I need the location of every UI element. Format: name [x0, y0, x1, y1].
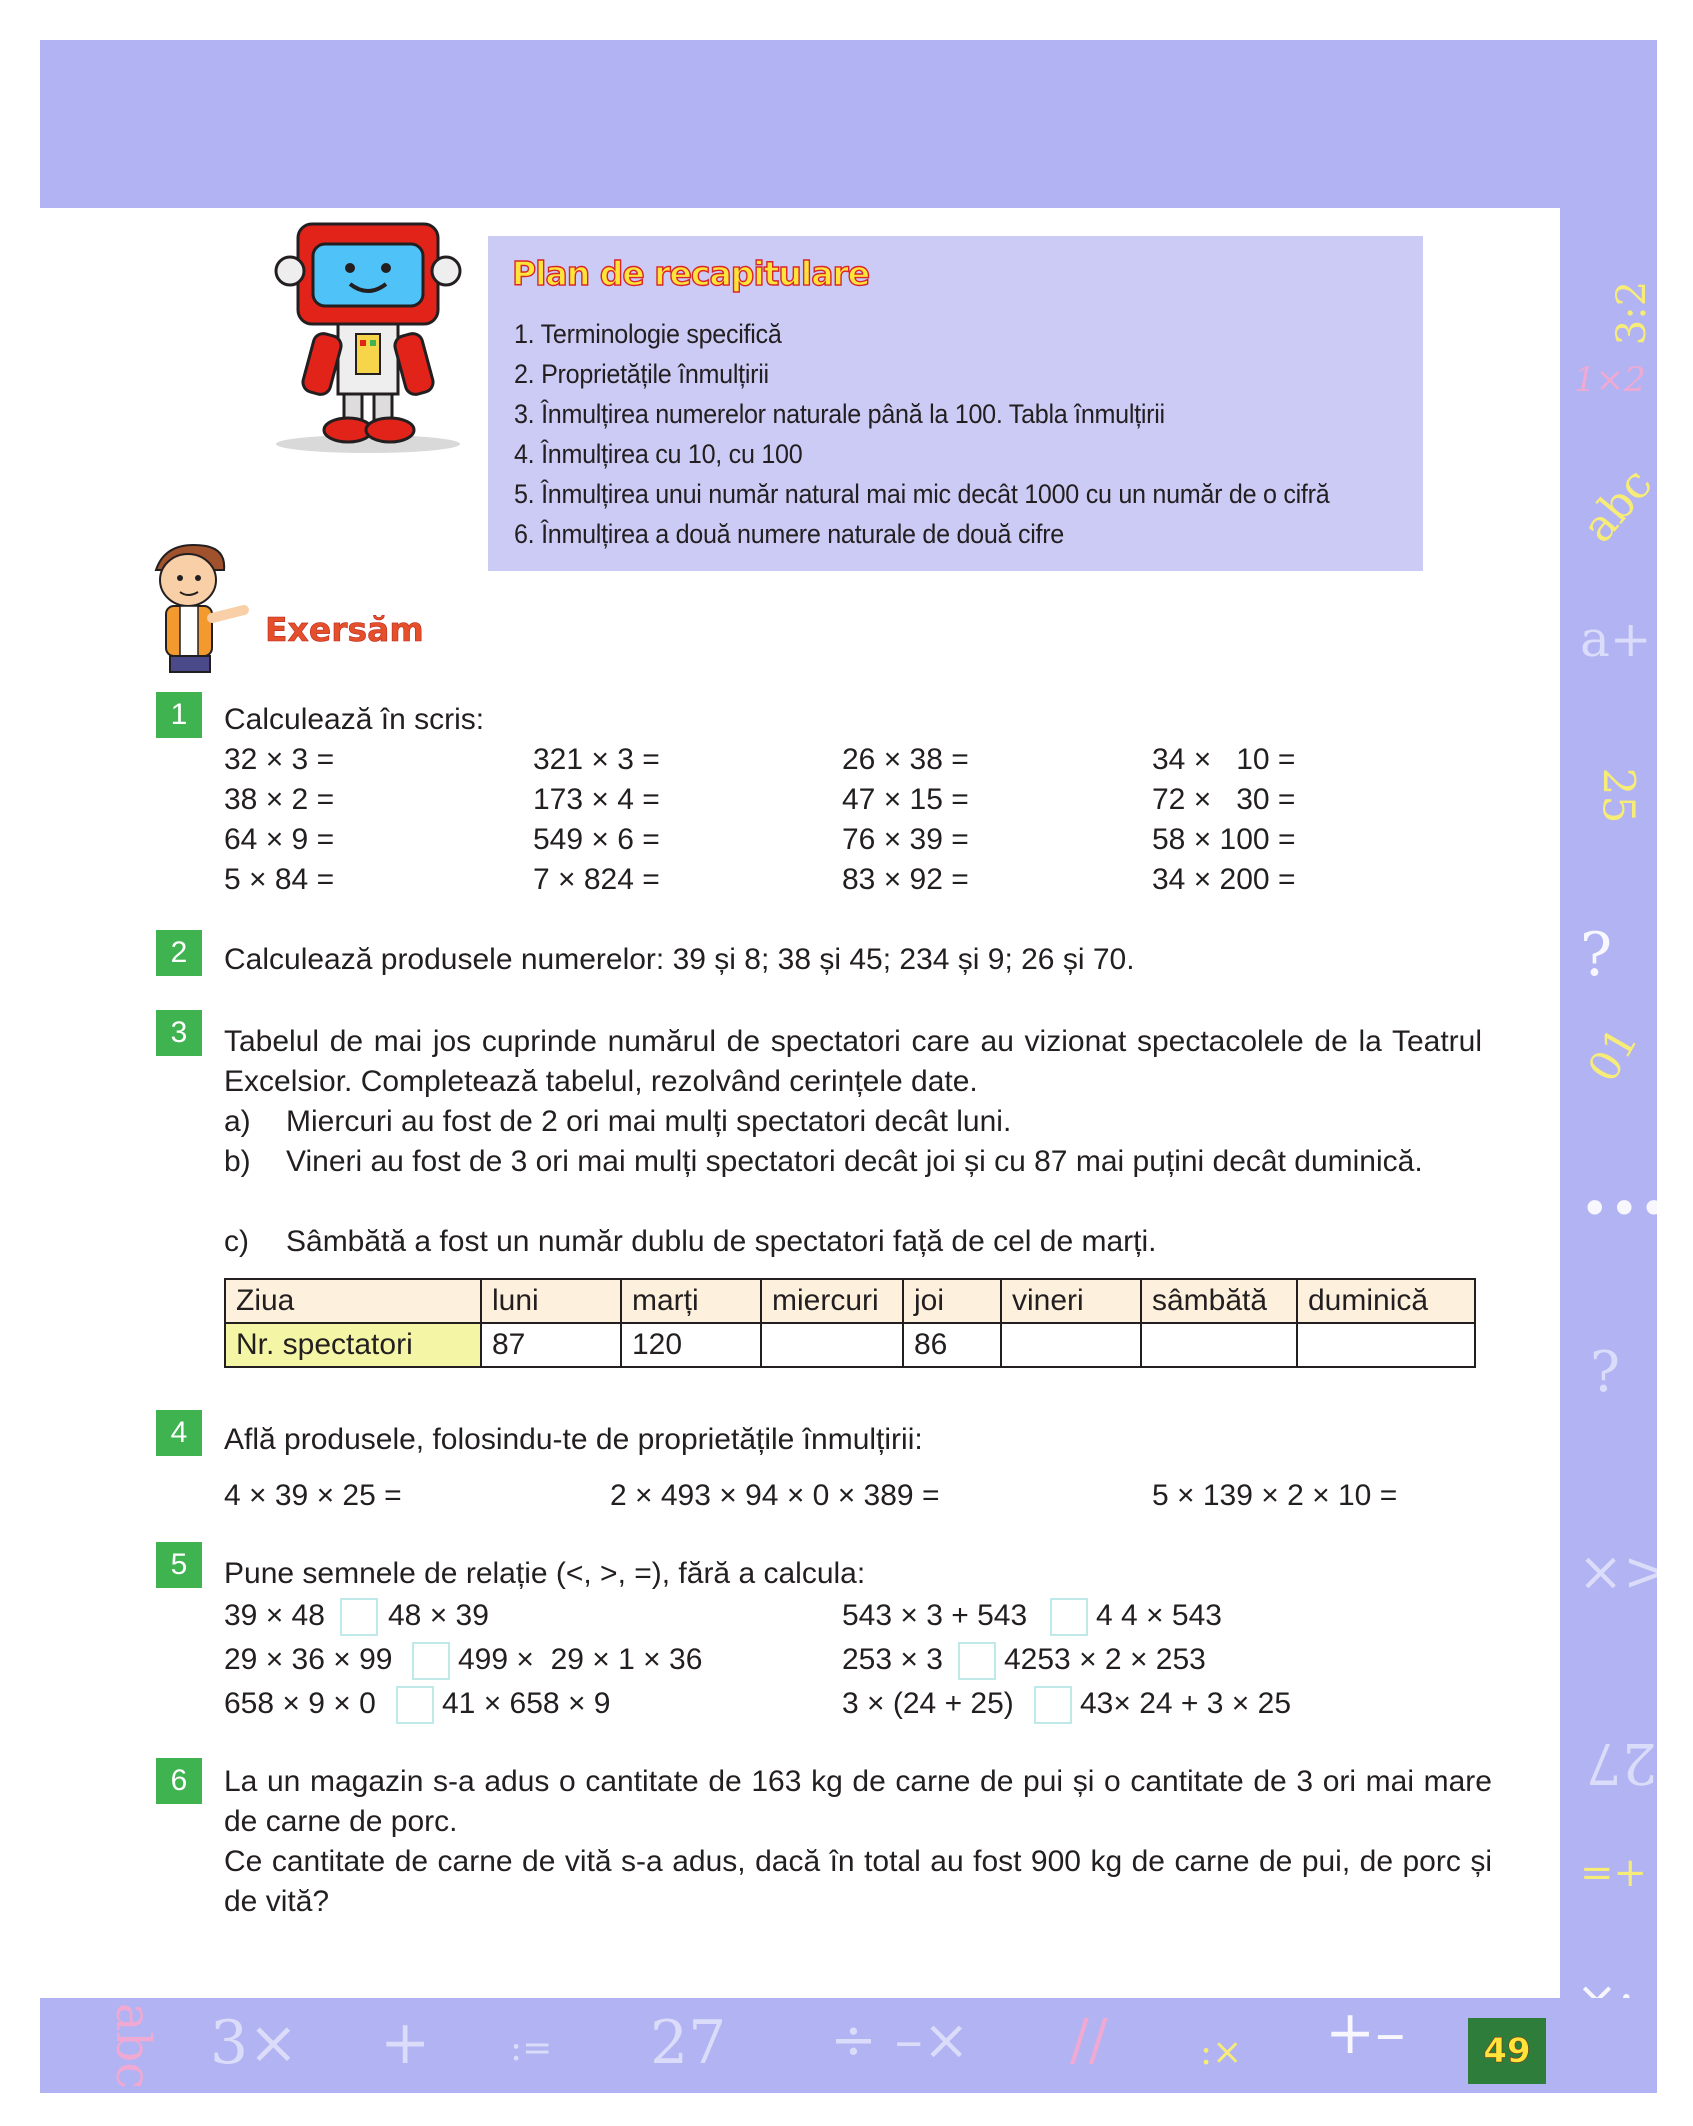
relation-box[interactable]	[340, 1598, 378, 1636]
expression: 7 × 824 =	[533, 863, 660, 896]
relation-box[interactable]	[396, 1686, 434, 1724]
exercise-instruction: Calculează în scris:	[224, 703, 485, 736]
plan-item: 6. Înmulțirea a două numere naturale de două cifre	[514, 519, 1064, 549]
table-cell: 120	[621, 1323, 761, 1367]
relation-box[interactable]	[1050, 1598, 1088, 1636]
table-cell: 86	[903, 1323, 1001, 1367]
exercise-number: 3	[156, 1010, 202, 1056]
compare-right: 43× 24 + 3 × 25	[1080, 1687, 1292, 1720]
compare-left: 253 × 3	[842, 1643, 943, 1676]
deco-glyph: a+	[1580, 610, 1652, 668]
item-text: Vineri au fost de 3 ori mai mulți spectatori decât joi și cu 87 mai puțini decât duminică.	[286, 1145, 1423, 1178]
boy-mascot-icon	[136, 540, 256, 680]
expression: 64 × 9 =	[224, 823, 335, 856]
deco-glyph: :×	[1200, 2032, 1243, 2073]
exercise-number: 6	[156, 1758, 202, 1804]
plan-item: 2. Proprietățile înmulțirii	[514, 359, 769, 389]
deco-glyph: 27	[1586, 1730, 1658, 1795]
exercise-number: 5	[156, 1542, 202, 1588]
expression: 32 × 3 =	[224, 743, 335, 776]
table-cell: marți	[621, 1279, 761, 1323]
item-label: a)	[224, 1105, 251, 1138]
right-frame	[1560, 40, 1669, 2093]
expression: 2 × 493 × 94 × 0 × 389 =	[610, 1479, 940, 1512]
exercise-instruction: Pune semnele de relație (<, >, =), fără a calcula:	[224, 1557, 866, 1590]
expression: 5 × 84 =	[224, 863, 335, 896]
compare-left: 543 × 3 + 543	[842, 1599, 1028, 1632]
relation-box[interactable]	[1034, 1686, 1072, 1724]
deco-glyph: ?	[1580, 920, 1613, 990]
table-input-cell[interactable]	[1297, 1323, 1475, 1367]
exercise-intro: Tabelul de mai jos cuprinde numărul de spectatori care au vizionat spectacolele de la Teatrul Excelsior. Completează tabelul, rezolvând cerințele date.	[224, 1025, 1482, 1098]
expression: 321 × 3 =	[533, 743, 660, 776]
exercise-number: 2	[156, 930, 202, 976]
expression: 26 × 38 =	[842, 743, 969, 776]
table-cell: 87	[481, 1323, 621, 1367]
table-cell: miercuri	[761, 1279, 903, 1323]
table-cell: vineri	[1001, 1279, 1141, 1323]
expression: 4 × 39 × 25 =	[224, 1479, 402, 1512]
relation-box[interactable]	[412, 1642, 450, 1680]
table-cell: sâmbătă	[1141, 1279, 1297, 1323]
expression: 47 × 15 =	[842, 783, 969, 816]
exercise-number: 1	[156, 692, 202, 738]
table-input-cell[interactable]	[1001, 1323, 1141, 1367]
item-label: b)	[224, 1145, 251, 1178]
review-plan-box	[488, 236, 1423, 571]
deco-glyph: :=	[510, 2028, 553, 2069]
expression: 72 × 30 =	[1152, 783, 1296, 816]
expression: 76 × 39 =	[842, 823, 969, 856]
item-label: c)	[224, 1225, 249, 1258]
deco-glyph: abc	[1572, 458, 1663, 553]
robot-mascot-icon	[268, 216, 468, 456]
deco-glyph: +	[380, 2008, 431, 2078]
table-cell: Nr. spectatori	[225, 1323, 481, 1367]
item-text: Sâmbătă a fost un număr dublu de spectatori față de cel de marți.	[286, 1225, 1157, 1258]
section-title: Exersăm	[265, 610, 424, 649]
exercise-instruction: Află produsele, folosindu-te de proprietățile înmulțirii:	[224, 1423, 923, 1456]
expression: 83 × 92 =	[842, 863, 969, 896]
table-input-cell[interactable]	[761, 1323, 903, 1367]
deco-glyph: ÷ –×	[830, 2008, 970, 2073]
expression: 549 × 6 =	[533, 823, 660, 856]
deco-glyph: •••	[1580, 1180, 1669, 1238]
expression: 58 × 100 =	[1152, 823, 1296, 856]
item-text: Miercuri au fost de 2 ori mai mulți spectatori decât luni.	[286, 1105, 1012, 1138]
table-cell: luni	[481, 1279, 621, 1323]
plan-item: 1. Terminologie specifică	[514, 319, 782, 349]
compare-right: 4 4 × 543	[1096, 1599, 1222, 1632]
compare-left: 658 × 9 × 0	[224, 1687, 376, 1720]
plan-item: 4. Înmulțirea cu 10, cu 100	[514, 439, 803, 469]
bottom-frame	[40, 1998, 1657, 2093]
compare-left: 39 × 48	[224, 1599, 325, 1632]
plan-title: Plan de recapitulare	[512, 254, 870, 293]
exercise-text: Calculează produsele numerelor: 39 și 8; 38 și 45; 234 și 9; 26 și 70.	[224, 943, 1135, 976]
table-cell: duminică	[1297, 1279, 1475, 1323]
table-row	[225, 1279, 1475, 1323]
relation-box[interactable]	[958, 1642, 996, 1680]
problem-text: La un magazin s-a adus o cantitate de 163 kg de carne de pui și o cantitate de 3 ori mai mare de carne de porc.	[224, 1765, 1492, 1838]
plan-list	[514, 314, 1391, 554]
problem-question: Ce cantitate de carne de vită s-a adus, dacă în total au fost 900 kg de carne de pui, de porc și de vită?	[224, 1845, 1492, 1918]
table-cell: joi	[903, 1279, 1001, 1323]
deco-glyph: 25	[1592, 767, 1644, 824]
compare-right: 41 × 658 × 9	[442, 1687, 611, 1720]
expression: 5 × 139 × 2 × 10 =	[1152, 1479, 1398, 1512]
deco-glyph: =+	[1580, 1850, 1648, 1896]
deco-glyph: 3×	[210, 2008, 299, 2078]
compare-left: 3 × (24 + 25)	[842, 1687, 1014, 1720]
deco-glyph: 3:2	[1609, 280, 1656, 346]
table-input-cell[interactable]	[1141, 1323, 1297, 1367]
compare-right: 499 × 29 × 1 × 36	[458, 1643, 703, 1676]
deco-glyph: 1×2	[1574, 360, 1646, 400]
expression: 38 × 2 =	[224, 783, 335, 816]
compare-left: 29 × 36 × 99	[224, 1643, 393, 1676]
table-cell: Ziua	[225, 1279, 481, 1323]
deco-glyph: 27	[650, 2008, 727, 2078]
plan-item: 5. Înmulțirea unui număr natural mai mic decât 1000 cu un număr de o cifră	[514, 479, 1330, 509]
compare-right: 4253 × 2 × 253	[1004, 1643, 1206, 1676]
spectators-table	[224, 1278, 1476, 1368]
deco-glyph: ×>	[1578, 1540, 1669, 1603]
deco-glyph: ?	[1590, 1340, 1621, 1405]
deco-glyph: //	[1070, 2008, 1108, 2073]
table-row	[225, 1323, 1475, 1367]
exercise-number: 4	[156, 1410, 202, 1456]
deco-glyph: 01	[1578, 1019, 1648, 1090]
deco-glyph: abc	[105, 2002, 162, 2090]
expression: 173 × 4 =	[533, 783, 660, 816]
expression: 34 × 200 =	[1152, 863, 1296, 896]
top-frame	[40, 40, 1657, 208]
deco-glyph: +–	[1325, 1998, 1406, 2068]
expression: 34 × 10 =	[1152, 743, 1296, 776]
compare-right: 48 × 39	[388, 1599, 489, 1632]
plan-item: 3. Înmulțirea numerelor naturale până la 100. Tabla înmulțirii	[514, 399, 1165, 429]
page-number: 49	[1468, 2018, 1546, 2084]
